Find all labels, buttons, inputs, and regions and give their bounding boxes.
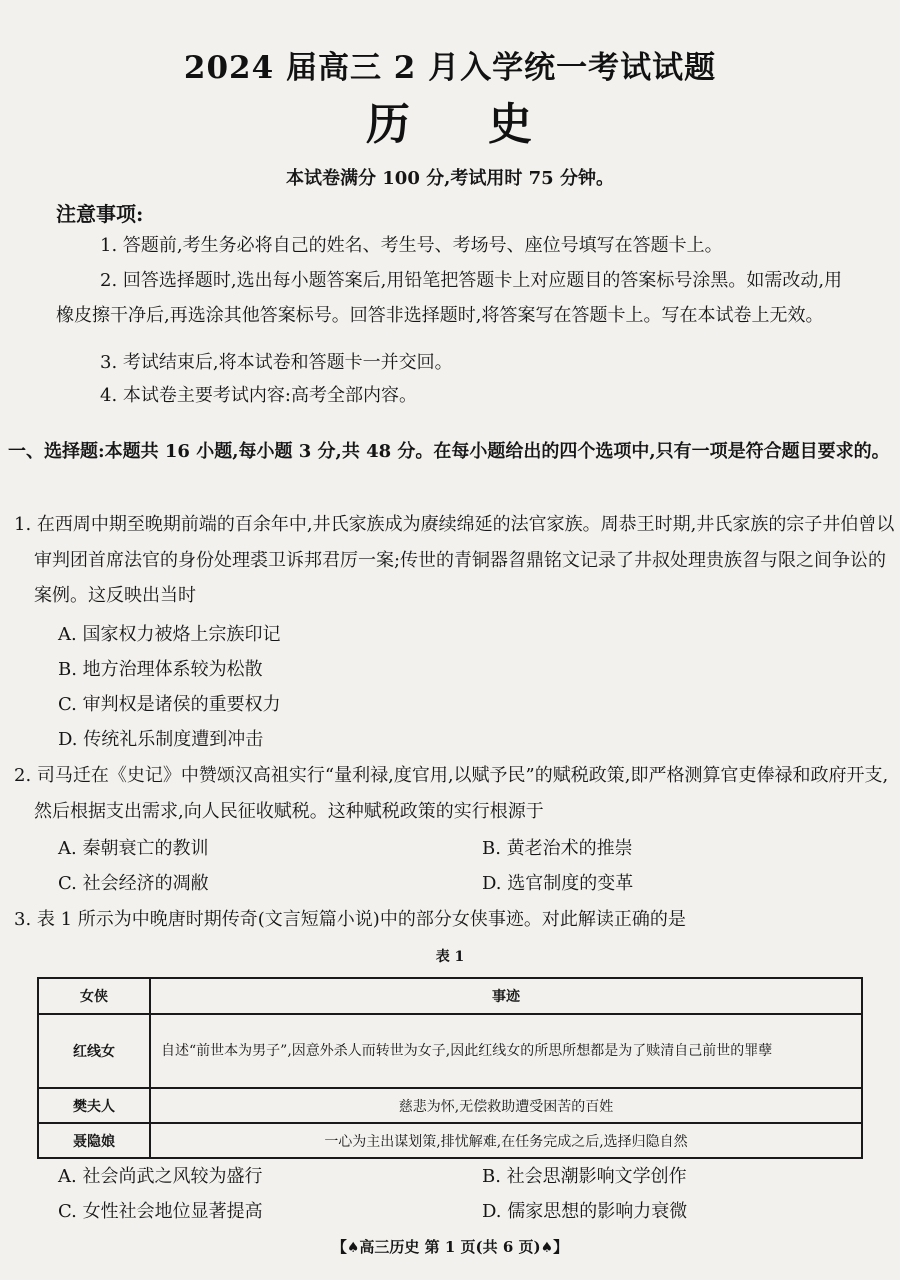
table-row	[38, 1088, 862, 1123]
notice-item-4: 4. 本试卷主要考试内容:高考全部内容。	[100, 385, 417, 406]
q2-option-c: C. 社会经济的凋敝	[58, 873, 209, 894]
table-cell-deed: 自述“前世本为男子”,因意外杀人而转世为女子,因此红线女的所思所想都是为了赎清自己前世的罪孽	[150, 1014, 862, 1088]
q1-option-c: C. 审判权是诸侯的重要权力	[58, 694, 281, 715]
q3-option-c: C. 女性社会地位显著提高	[58, 1201, 263, 1222]
table-cell-name: 樊夫人	[38, 1088, 150, 1123]
notice-item-2: 2. 回答选择题时,选出每小题答案后,用铅笔把答题卡上对应题目的答案标号涂黑。如需改动,用橡皮擦干净后,再选涂其他答案标号。回答非选择题时,将答案写在答题卡上。写在本试卷上无效。	[56, 270, 843, 326]
table-row	[38, 1014, 862, 1088]
exam-info: 本试卷满分 100 分,考试用时 75 分钟。	[286, 168, 614, 189]
page-footer	[0, 1236, 900, 1257]
footer-text: 高三历史 第 1 页(共 6 页)	[359, 1238, 541, 1256]
table-header-name: 女侠	[38, 978, 150, 1014]
heroine-table	[37, 977, 863, 1159]
table-cell-deed: 慈悲为怀,无偿救助遭受困苦的百姓	[150, 1088, 862, 1123]
q1-option-d: D. 传统礼乐制度遭到冲击	[58, 729, 264, 750]
exam-title: 2024 届高三 2 月入学统一考试试题	[183, 50, 717, 86]
subject-title	[0, 88, 900, 152]
spade-icon: ♠	[540, 1240, 554, 1256]
q3-option-a: A. 社会尚武之风较为盛行	[58, 1166, 263, 1187]
spade-icon: ♠	[346, 1240, 360, 1256]
table-cell-name: 红线女	[38, 1014, 150, 1088]
q1-option-b: B. 地方治理体系较为松散	[58, 659, 263, 680]
section-heading: 一、选择题:本题共 16 小题,每小题 3 分,共 48 分。在每小题给出的四个选项中,只有一项是符合题目要求的。	[8, 441, 890, 462]
table-header-deed: 事迹	[150, 978, 862, 1014]
q2-option-a: A. 秦朝衰亡的教训	[58, 838, 209, 859]
table-cell-deed: 一心为主出谋划策,排忧解难,在任务完成之后,选择归隐自然	[150, 1123, 862, 1158]
subject-char-2: 史	[488, 99, 534, 150]
q3-option-b: B. 社会思潮影响文学创作	[482, 1166, 687, 1187]
notice-item-1: 1. 答题前,考生务必将自己的姓名、考生号、考场号、座位号填写在答题卡上。	[100, 235, 723, 256]
q3-option-d: D. 儒家思想的影响力衰微	[482, 1201, 688, 1222]
q1-option-a: A. 国家权力被烙上宗族印记	[58, 624, 281, 645]
table-cell-name: 聂隐娘	[38, 1123, 150, 1158]
footer-bracket-left: 【	[331, 1238, 347, 1256]
q2-option-b: B. 黄老治术的推崇	[482, 838, 633, 859]
table-caption: 表 1	[435, 949, 465, 965]
question-1-stem: 1. 在西周中期至晚期前端的百余年中,井氏家族成为赓续绵延的法官家族。周恭王时期,井氏家族的宗子井伯曾以审判团首席法官的身份处理裘卫诉邦君厉一案;传世的青铜器曶鼎铭文记录了井叔处理贵族曶与限之间争讼的案例。这反映出当时	[14, 514, 895, 606]
question-3-stem: 3. 表 1 所示为中晚唐时期传奇(文言短篇小说)中的部分女侠事迹。对此解读正确的是	[14, 909, 686, 930]
q2-option-d: D. 选官制度的变革	[482, 873, 634, 894]
question-2-stem: 2. 司马迁在《史记》中赞颂汉高祖实行“量利禄,度官用,以赋予民”的赋税政策,即严格测算官吏俸禄和政府开支,然后根据支出需求,向人民征收赋税。这种赋税政策的实行根源于	[14, 765, 889, 822]
footer-bracket-right: 】	[553, 1238, 569, 1256]
notice-heading: 注意事项:	[56, 202, 144, 226]
notice-item-3: 3. 考试结束后,将本试卷和答题卡一并交回。	[100, 352, 453, 373]
subject-char-1: 历	[366, 99, 412, 150]
table-header-row	[38, 978, 862, 1014]
table-row	[38, 1123, 862, 1158]
